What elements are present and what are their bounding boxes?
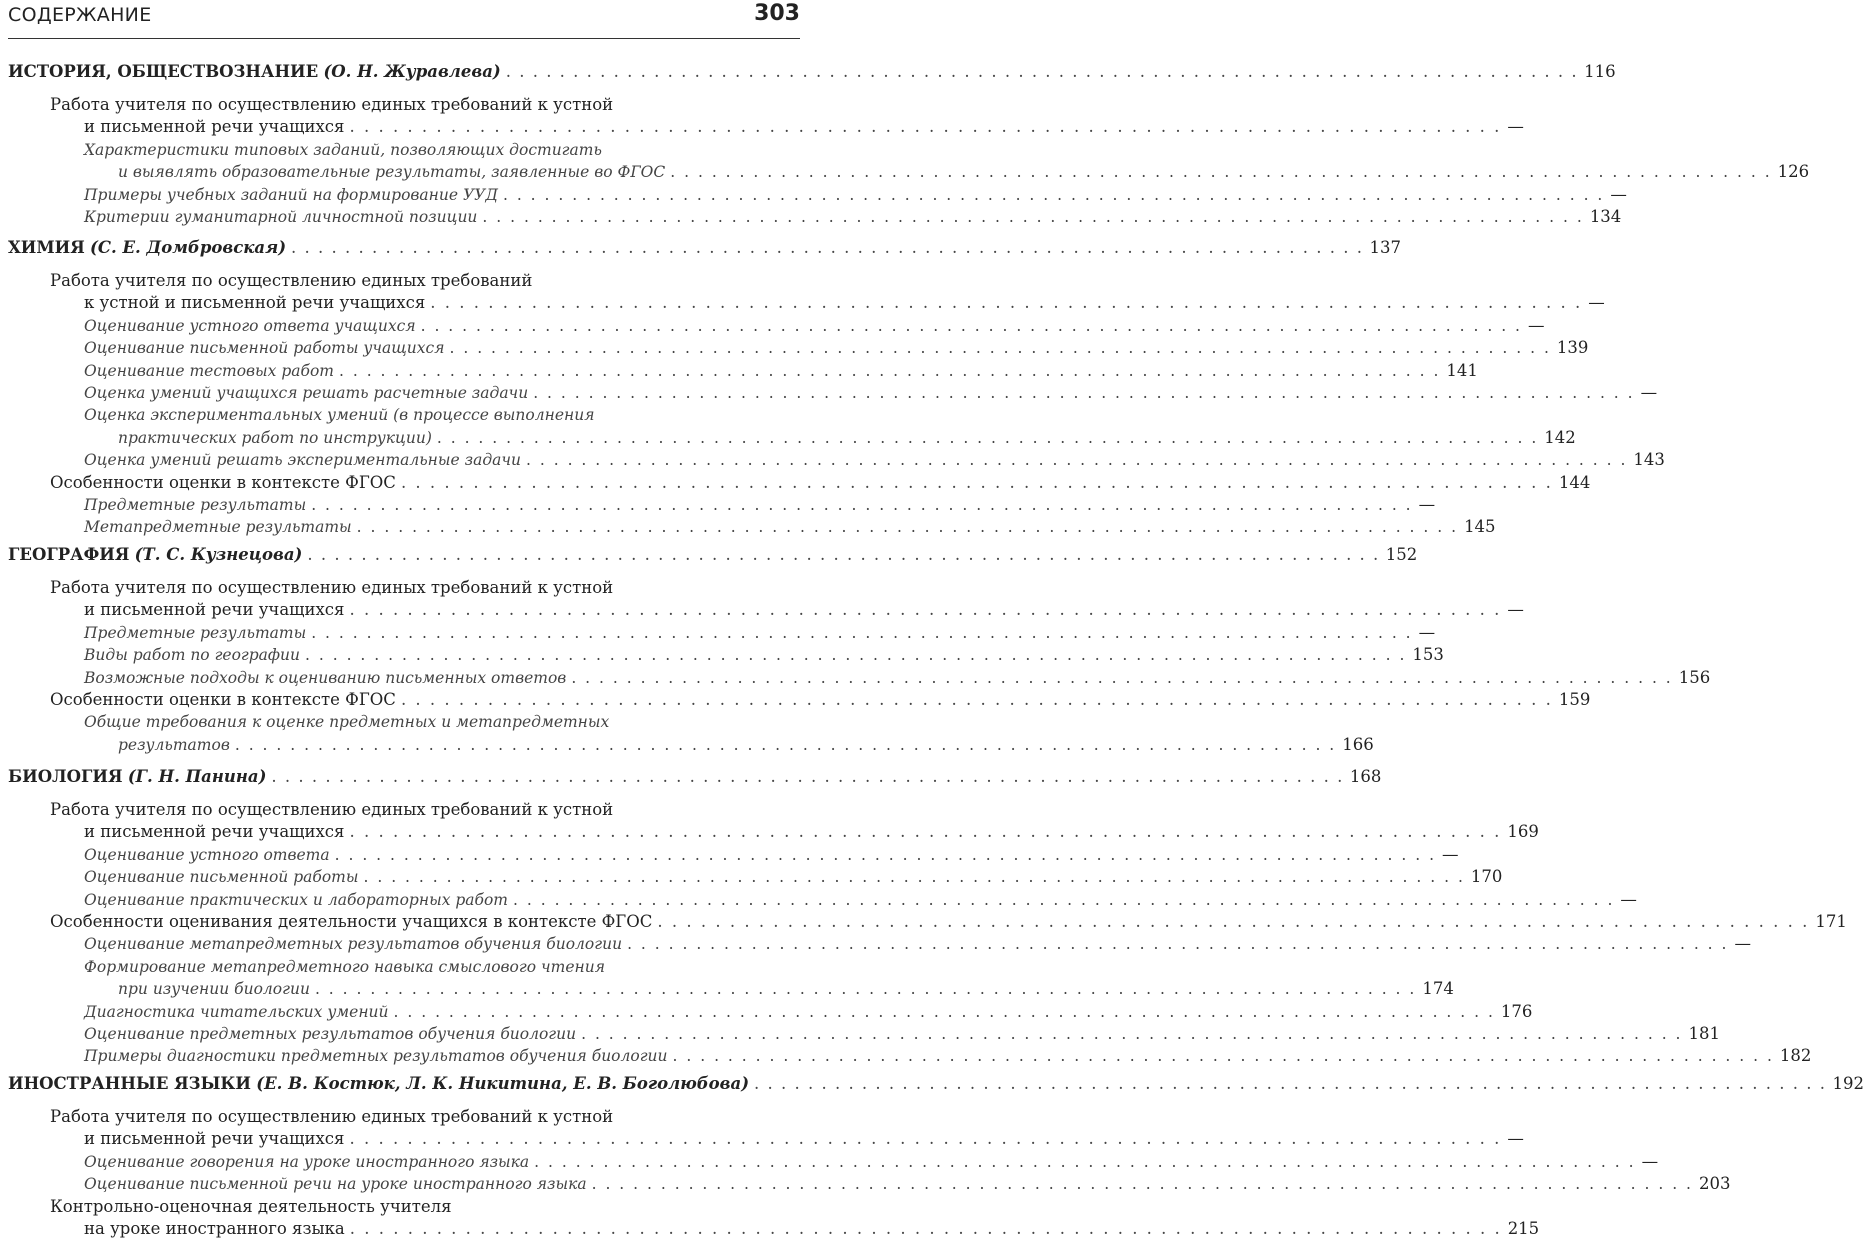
entry-page: — [1418,495,1436,514]
section-title [8,1072,749,1096]
entry-text: Работа учителя по осуществлению единых требований к устной [50,800,614,819]
section-heading[interactable] [8,765,1382,789]
entry-text: Контрольно-оценочная деятельность учителя [50,1196,452,1216]
toc-entry[interactable] [84,205,1622,229]
entry-page: 181 [1688,1024,1720,1043]
section-page: 116 [1584,62,1616,81]
entry-page: 171 [1815,912,1847,931]
dot-leader: . . . . . . . . . . . . . . . . . . . . . . . . . . . . . . . . . . . . . . . . . . . . . . . . . . . . . . . . . . . . . . . . . . . . . . . . . . . . . . . . [334,845,1437,864]
entry-text: и письменной речи учащихся [84,1129,345,1149]
entry-page: — [1507,1129,1524,1149]
dot-leader: . . . . . . . . . . . . . . . . . . . . . . . . . . . . . . . . . . . . . . . . . . . . . . . . . . . . . . . . . . . . . . . . . . . . . . . . . . . . . . . . [534,1152,1636,1171]
toc-entry[interactable] [84,865,1503,889]
dot-leader: . . . . . . . . . . . . . . . . . . . . . . . . . . . . . . . . . . . . . . . . . . . . . . . . . . . . . . . . . . . . . . . . . . . . . . . . . . . . . . . . [449,339,1551,358]
entry-text: Работа учителя по осуществлению единых требований к устной [50,578,614,597]
dot-leader: . . . . . . . . . . . . . . . . . . . . . . . . . . . . . . . . . . . . . . . . . . . . . . . . . . . . . . . . . . . . . . . . . . . . . . . . . . . . . . . . [356,518,1459,537]
toc-entry[interactable] [84,621,1436,645]
dot-leader: . . . . . . . . . . . . . . . . . . . . . . . . . . . . . . . . . . . . . . . . . . . . . . . . . . . . . . . . . . . . . . . . . . . . . . . . . . . . . . . . [533,384,1635,402]
entry-page: — [1418,622,1436,642]
entry-page: 144 [1558,472,1591,492]
dot-leader: . . . . . . . . . . . . . . . . . . . . . . . . . . . . . . . . . . . . . . . . . . . . . . . . . . . . . . . . . . . . . . . . . . . . . . . . . . . . . . . . [305,646,1407,665]
entry-text: Общие требования к оценке предметных и метапредметных [84,713,610,732]
toc-entry-continued[interactable] [50,269,800,293]
entry-page: — [1528,315,1545,335]
dot-leader: . . . . . . . . . . . . . . . . . . . . . . . . . . . . . . . . . . . . . . . . . . . . . . . . . . . . . . . . . . . . . . . . . . . . . . . . . . . . . . . . [339,361,1441,380]
dot-leader: . . . . . . . . . . . . . . . . . . . . . . . . . . . . . . . . . . . . . . . . . . . . . . . . . . . . . . . . . . . . . . . . . . . . . . . . . . . . . . . . [393,1002,1495,1021]
entry-page: 159 [1558,690,1591,709]
entry-page: 169 [1507,822,1539,842]
entry-page: — [1507,600,1524,620]
dot-leader: . . . . . . . . . . . . . . . . . . . . . . . . . . . . . . . . . . . . . . . . . . . . . . . . . . . . . . . . . . . . . . . . . . . . . . . . . . . . . . . . [400,690,1553,709]
entry-page: — [1640,383,1658,402]
dot-leader: . . . . . . . . . . . . . . . . . . . . . . . . . . . . . . . . . . . . . . . . . . . . . . . . . . . . . . . . . . . . . . . . . . . . . . . . . . . . . . . . [670,163,1772,182]
entry-text: Возможные подходы к оцениванию письменных ответов [84,668,567,687]
entry-text: Оценивание письменной речи на уроке иностранного языка [84,1175,587,1194]
section-author: (Е. В. Костюк, Л. К. Никитина, Е. В. Боголюбова) [256,1074,750,1093]
entry-text: и письменной речи учащихся [84,117,345,137]
entry-page: 141 [1446,360,1478,380]
section-name: ИСТОРИЯ, ОБЩЕСТВОЗНАНИЕ [8,62,319,81]
toc-entry[interactable] [84,820,1539,844]
section-author: (Г. Н. Панина) [127,767,267,786]
toc-entry-continued[interactable] [84,138,800,162]
entry-text: Особенности оценки в контексте ФГОС [50,690,396,709]
entry-text: Примеры диагностики предметных результатов обучения биологии [84,1047,668,1066]
page-header [0,0,800,34]
dot-leader: . . . . . . . . . . . . . . . . . . . . . . . . . . . . . . . . . . . . . . . . . . . . . . . . . . . . . . . . . . . . . . . . . . . . . . . . . . . . . . . . [627,935,1729,954]
entry-text: Предметные результаты [84,496,307,514]
toc-entry[interactable] [84,1000,1533,1024]
section-heading[interactable] [8,543,1418,567]
dot-leader: . . . . . . . . . . . . . . . . . . . . . . . . . . . . . . . . . . . . . . . . . . . . . . . . . . . . . . . . . . . . . . . . . . . . . . . . . . . . . . . . [672,1047,1774,1066]
entry-text: при изучении биологии [118,980,310,999]
entry-text: и письменной речи учащихся [84,600,345,620]
toc-entry[interactable] [84,1044,1812,1068]
entry-page: 139 [1556,338,1589,358]
entry-text: Оценка умений решать экспериментальные задачи [84,451,522,470]
toc-entry[interactable] [118,977,1454,1001]
toc-entry[interactable] [84,115,1524,139]
toc-entry[interactable] [84,1150,1659,1174]
entry-text: Оценка умений учащихся решать расчетные задачи [84,384,529,402]
dot-leader: . . . . . . . . . . . . . . . . . . . . . . . . . . . . . . . . . . . . . . . . . . . . . . . . . . . . . . . . . . . . . . . . . . . . . . . . . . . . . . . . [571,668,1673,687]
toc-entry[interactable] [50,688,1591,712]
toc-entry[interactable] [84,598,1524,622]
toc-entry[interactable] [118,426,1576,450]
section-page: 168 [1349,767,1382,786]
entry-page: — [1507,117,1524,137]
dot-leader: . . . . . . . . . . . . . . . . . . . . . . . . . . . . . . . . . . . . . . . . . . . . . . . . . . . . . . . . . . . . . . . . . . . . . . . . . . . . . . . . [526,451,1628,470]
toc-entry-continued[interactable] [50,576,800,600]
entry-page: 174 [1422,979,1454,999]
entry-page: 215 [1507,1219,1540,1238]
section-author: (Т. С. Кузнецова) [134,545,303,564]
dot-leader: . . . . . . . . . . . . . . . . . . . . . . . . . . . . . . . . . . . . . . . . . . . . . . . . . . . . . . . . . . . . . . . . . . . . . . . . . . . . . . . . [349,1219,1502,1238]
entry-page: 145 [1464,517,1496,537]
entry-text: Работа учителя по осуществлению единых требований к устной [50,95,614,114]
entry-text: Характеристики типовых заданий, позволяющих достигать [84,140,602,159]
header-divider [8,38,800,39]
entry-text: Особенности оценивания деятельности учащихся в контексте ФГОС [50,912,653,931]
entry-text: Оценивание говорения на уроке иностранного языка [84,1152,530,1171]
entry-text: Примеры учебных заданий на формирование УУД [84,185,498,204]
toc-entry-continued[interactable] [84,403,800,427]
dot-leader: . . . . . . . . . . . . . . . . . . . . . . . . . . . . . . . . . . . . . . . . . . . . . . . . . . . . . . . . . . . . . . . . . . . . . . . . . . . . . . . . [349,822,1502,842]
toc-entry-continued[interactable] [50,93,800,117]
dot-leader: . . . . . . . . . . . . . . . . . . . . . . . . . . . . . . . . . . . . . . . . . . . . . . . . . . . . . . . . . . . . . . . . . . . . . . . . . . . . . . . . [311,623,1413,642]
entry-text: Оценивание тестовых работ [84,361,334,380]
entry-text: к устной и письменной речи учащихся [84,293,426,313]
toc-entry[interactable] [84,493,1436,517]
entry-page: — [1641,1151,1659,1171]
dot-leader: . . . . . . . . . . . . . . . . . . . . . . . . . . . . . . . . . . . . . . . . . . . . . . . . . . . . . . . . . . . . . . . . . . . . . . . . . . . . . . . . [754,1074,1827,1093]
entry-text: Метапредметные результаты [84,518,352,537]
entry-text: Оценивание письменной работы учащихся [84,339,445,358]
toc-entry-continued[interactable] [84,955,800,979]
entry-page: 156 [1678,667,1711,687]
section-heading[interactable] [8,1072,1864,1096]
toc-entry[interactable] [84,359,1478,383]
toc-entry[interactable] [50,471,1591,495]
entry-text: Оценивание предметных результатов обучения биологии [84,1025,577,1043]
section-name: ГЕОГРАФИЯ [8,545,130,564]
toc-entry[interactable] [84,291,1605,315]
entry-page: 142 [1544,427,1576,447]
toc-entry-continued[interactable] [84,710,800,734]
entry-text: Формирование метапредметного навыка смыслового чтения [84,957,605,976]
dot-leader: . . . . . . . . . . . . . . . . . . . . . . . . . . . . . . . . . . . . . . . . . . . . . . . . . . . . . . . . . . . . . . . . . . . . . . . . . . . . . . . . [363,868,1465,887]
entry-page: 182 [1779,1046,1812,1066]
toc-entry-continued[interactable] [50,1195,800,1219]
dot-leader: . . . . . . . . . . . . . . . . . . . . . . . . . . . . . . . . . . . . . . . . . . . . . . . . . . . . . . . . . . . . . . . . . . . . . . . . . . . . . . . . [436,428,1539,447]
entry-text: Особенности оценки в контексте ФГОС [50,472,396,492]
entry-text: Оценивание практических и лабораторных работ [84,890,509,909]
toc-entry[interactable] [84,843,1459,867]
entry-page: 126 [1777,162,1810,182]
dot-leader: . . . . . . . . . . . . . . . . . . . . . . . . . . . . . . . . . . . . . . . . . . . . . . . . . . . . . . . . . . . . . . . . . . . . . . . . . . . . . . . . [307,545,1380,564]
section-page: 137 [1369,238,1401,257]
toc-entry[interactable] [50,910,1847,934]
toc-entry[interactable] [84,448,1665,472]
entry-text: Оценка экспериментальных умений (в процессе выполнения [84,406,595,425]
toc-entry[interactable] [84,336,1589,360]
dot-leader: . . . . . . . . . . . . . . . . . . . . . . . . . . . . . . . . . . . . . . . . . . . . . . . . . . . . . . . . . . . . . . . . . . . . . . . . . . . . . . . . [430,293,1583,313]
dot-leader: . . . . . . . . . . . . . . . . . . . . . . . . . . . . . . . . . . . . . . . . . . . . . . . . . . . . . . . . . . . . . . . . . . . . . . . . . . . . . . . . [505,62,1579,81]
toc-entry[interactable] [84,643,1444,667]
dot-leader: . . . . . . . . . . . . . . . . . . . . . . . . . . . . . . . . . . . . . . . . . . . . . . . . . . . . . . . . . . . . . . . . . . . . . . . . . . . . . . . . [513,890,1615,909]
section-title [8,543,302,567]
section-name: БИОЛОГИЯ [8,767,123,786]
entry-page: — [1442,844,1459,864]
toc-entry-continued[interactable] [50,798,800,822]
section-title [8,765,266,789]
dot-leader: . . . . . . . . . . . . . . . . . . . . . . . . . . . . . . . . . . . . . . . . . . . . . . . . . . . . . . . . . . . . . . . . . . . . . . . . . . . . . . . . [234,735,1337,754]
dot-leader: . . . . . . . . . . . . . . . . . . . . . . . . . . . . . . . . . . . . . . . . . . . . . . . . . . . . . . . . . . . . . . . . . . . . . . . . . . . . . . . . [271,767,1344,786]
dot-leader: . . . . . . . . . . . . . . . . . . . . . . . . . . . . . . . . . . . . . . . . . . . . . . . . . . . . . . . . . . . . . . . . . . . . . . . . . . . . . . . . [657,912,1810,931]
entry-text: и выявлять образовательные результаты, заявленные во ФГОС [118,163,666,182]
section-page: 152 [1385,545,1418,564]
dot-leader: . . . . . . . . . . . . . . . . . . . . . . . . . . . . . . . . . . . . . . . . . . . . . . . . . . . . . . . . . . . . . . . . . . . . . . . . . . . . . . . . [314,980,1417,999]
entry-text: Предметные результаты [84,623,307,642]
dot-leader: . . . . . . . . . . . . . . . . . . . . . . . . . . . . . . . . . . . . . . . . . . . . . . . . . . . . . . . . . . . . . . . . . . . . . . . . . . . . . . . . [349,600,1502,620]
toc-entry[interactable] [84,932,1751,956]
entry-text: практических работ по инструкции) [118,428,432,447]
toc-entry[interactable] [84,888,1637,912]
toc-entry[interactable] [84,1217,1540,1241]
entry-page: 170 [1470,867,1503,887]
section-name: ХИМИЯ [8,238,85,257]
toc-entry[interactable] [118,733,1374,757]
entry-text: результатов [118,735,230,754]
entry-text: Работа учителя по осуществлению единых требований к устной [50,1107,614,1126]
dot-leader: . . . . . . . . . . . . . . . . . . . . . . . . . . . . . . . . . . . . . . . . . . . . . . . . . . . . . . . . . . . . . . . . . . . . . . . . . . . . . . . . [349,1129,1502,1149]
entry-text: Оценивание метапредметных результатов обучения биологии [84,935,623,954]
toc-entry[interactable] [84,1022,1720,1046]
toc-entry[interactable] [84,314,1545,338]
entry-text: Виды работ по географии [84,646,301,665]
toc-entry[interactable] [118,160,1810,184]
section-title [8,60,501,84]
entry-text: Работа учителя по осуществлению единых требований [50,271,533,290]
entry-page: — [1588,293,1605,313]
entry-page: 176 [1500,1001,1533,1021]
section-title [8,236,286,260]
toc-entry[interactable] [84,183,1627,207]
entry-text: Оценивание письменной работы [84,868,359,887]
entry-text: на уроке иностранного языка [84,1219,345,1238]
entry-text: Оценивание устного ответа [84,845,330,864]
dot-leader: . . . . . . . . . . . . . . . . . . . . . . . . . . . . . . . . . . . . . . . . . . . . . . . . . . . . . . . . . . . . . . . . . . . . . . . . . . . . . . . . [591,1175,1693,1194]
header-title: СОДЕРЖАНИЕ [8,4,152,26]
dot-leader: . . . . . . . . . . . . . . . . . . . . . . . . . . . . . . . . . . . . . . . . . . . . . . . . . . . . . . . . . . . . . . . . . . . . . . . . . . . . . . . . [291,238,1364,257]
dot-leader: . . . . . . . . . . . . . . . . . . . . . . . . . . . . . . . . . . . . . . . . . . . . . . . . . . . . . . . . . . . . . . . . . . . . . . . . . . . . . . . . [502,185,1605,204]
section-page: 192 [1832,1074,1864,1093]
toc-entry-continued[interactable] [50,1105,800,1129]
entry-page: — [1620,889,1637,909]
dot-leader: . . . . . . . . . . . . . . . . . . . . . . . . . . . . . . . . . . . . . . . . . . . . . . . . . . . . . . . . . . . . . . . . . . . . . . . . . . . . . . . . [581,1025,1683,1043]
entry-text: и письменной речи учащихся [84,822,345,842]
dot-leader: . . . . . . . . . . . . . . . . . . . . . . . . . . . . . . . . . . . . . . . . . . . . . . . . . . . . . . . . . . . . . . . . . . . . . . . . . . . . . . . . [311,496,1413,514]
section-author: (О. Н. Журавлева) [323,62,501,81]
section-heading[interactable] [8,60,1616,84]
toc-entry[interactable] [84,381,1658,405]
dot-leader: . . . . . . . . . . . . . . . . . . . . . . . . . . . . . . . . . . . . . . . . . . . . . . . . . . . . . . . . . . . . . . . . . . . . . . . . . . . . . . . . [482,208,1584,226]
section-heading[interactable] [8,236,1401,260]
dot-leader: . . . . . . . . . . . . . . . . . . . . . . . . . . . . . . . . . . . . . . . . . . . . . . . . . . . . . . . . . . . . . . . . . . . . . . . . . . . . . . . . [420,316,1522,335]
entry-page: 203 [1699,1174,1731,1194]
entry-page: 143 [1633,450,1665,470]
entry-text: Оценивание устного ответа учащихся [84,316,416,335]
entry-page: — [1734,934,1751,954]
toc-entry[interactable] [84,1127,1524,1151]
entry-text: Диагностика читательских умений [84,1002,389,1021]
toc-entry[interactable] [84,515,1496,539]
entry-page: 166 [1342,734,1374,754]
dot-leader: . . . . . . . . . . . . . . . . . . . . . . . . . . . . . . . . . . . . . . . . . . . . . . . . . . . . . . . . . . . . . . . . . . . . . . . . . . . . . . . . [400,472,1553,492]
header-page-number: 303 [754,1,800,26]
entry-text: Критерии гуманитарной личностной позиции [84,208,478,226]
entry-page: — [1610,184,1627,204]
dot-leader: . . . . . . . . . . . . . . . . . . . . . . . . . . . . . . . . . . . . . . . . . . . . . . . . . . . . . . . . . . . . . . . . . . . . . . . . . . . . . . . . [349,117,1502,137]
entry-page: 134 [1589,207,1622,226]
section-name: ИНОСТРАННЫЕ ЯЗЫКИ [8,1074,252,1093]
entry-page: 153 [1412,645,1444,665]
toc-entry[interactable] [84,666,1711,690]
toc-entry[interactable] [84,1172,1731,1196]
section-author: (С. Е. Домбровская) [90,238,287,257]
